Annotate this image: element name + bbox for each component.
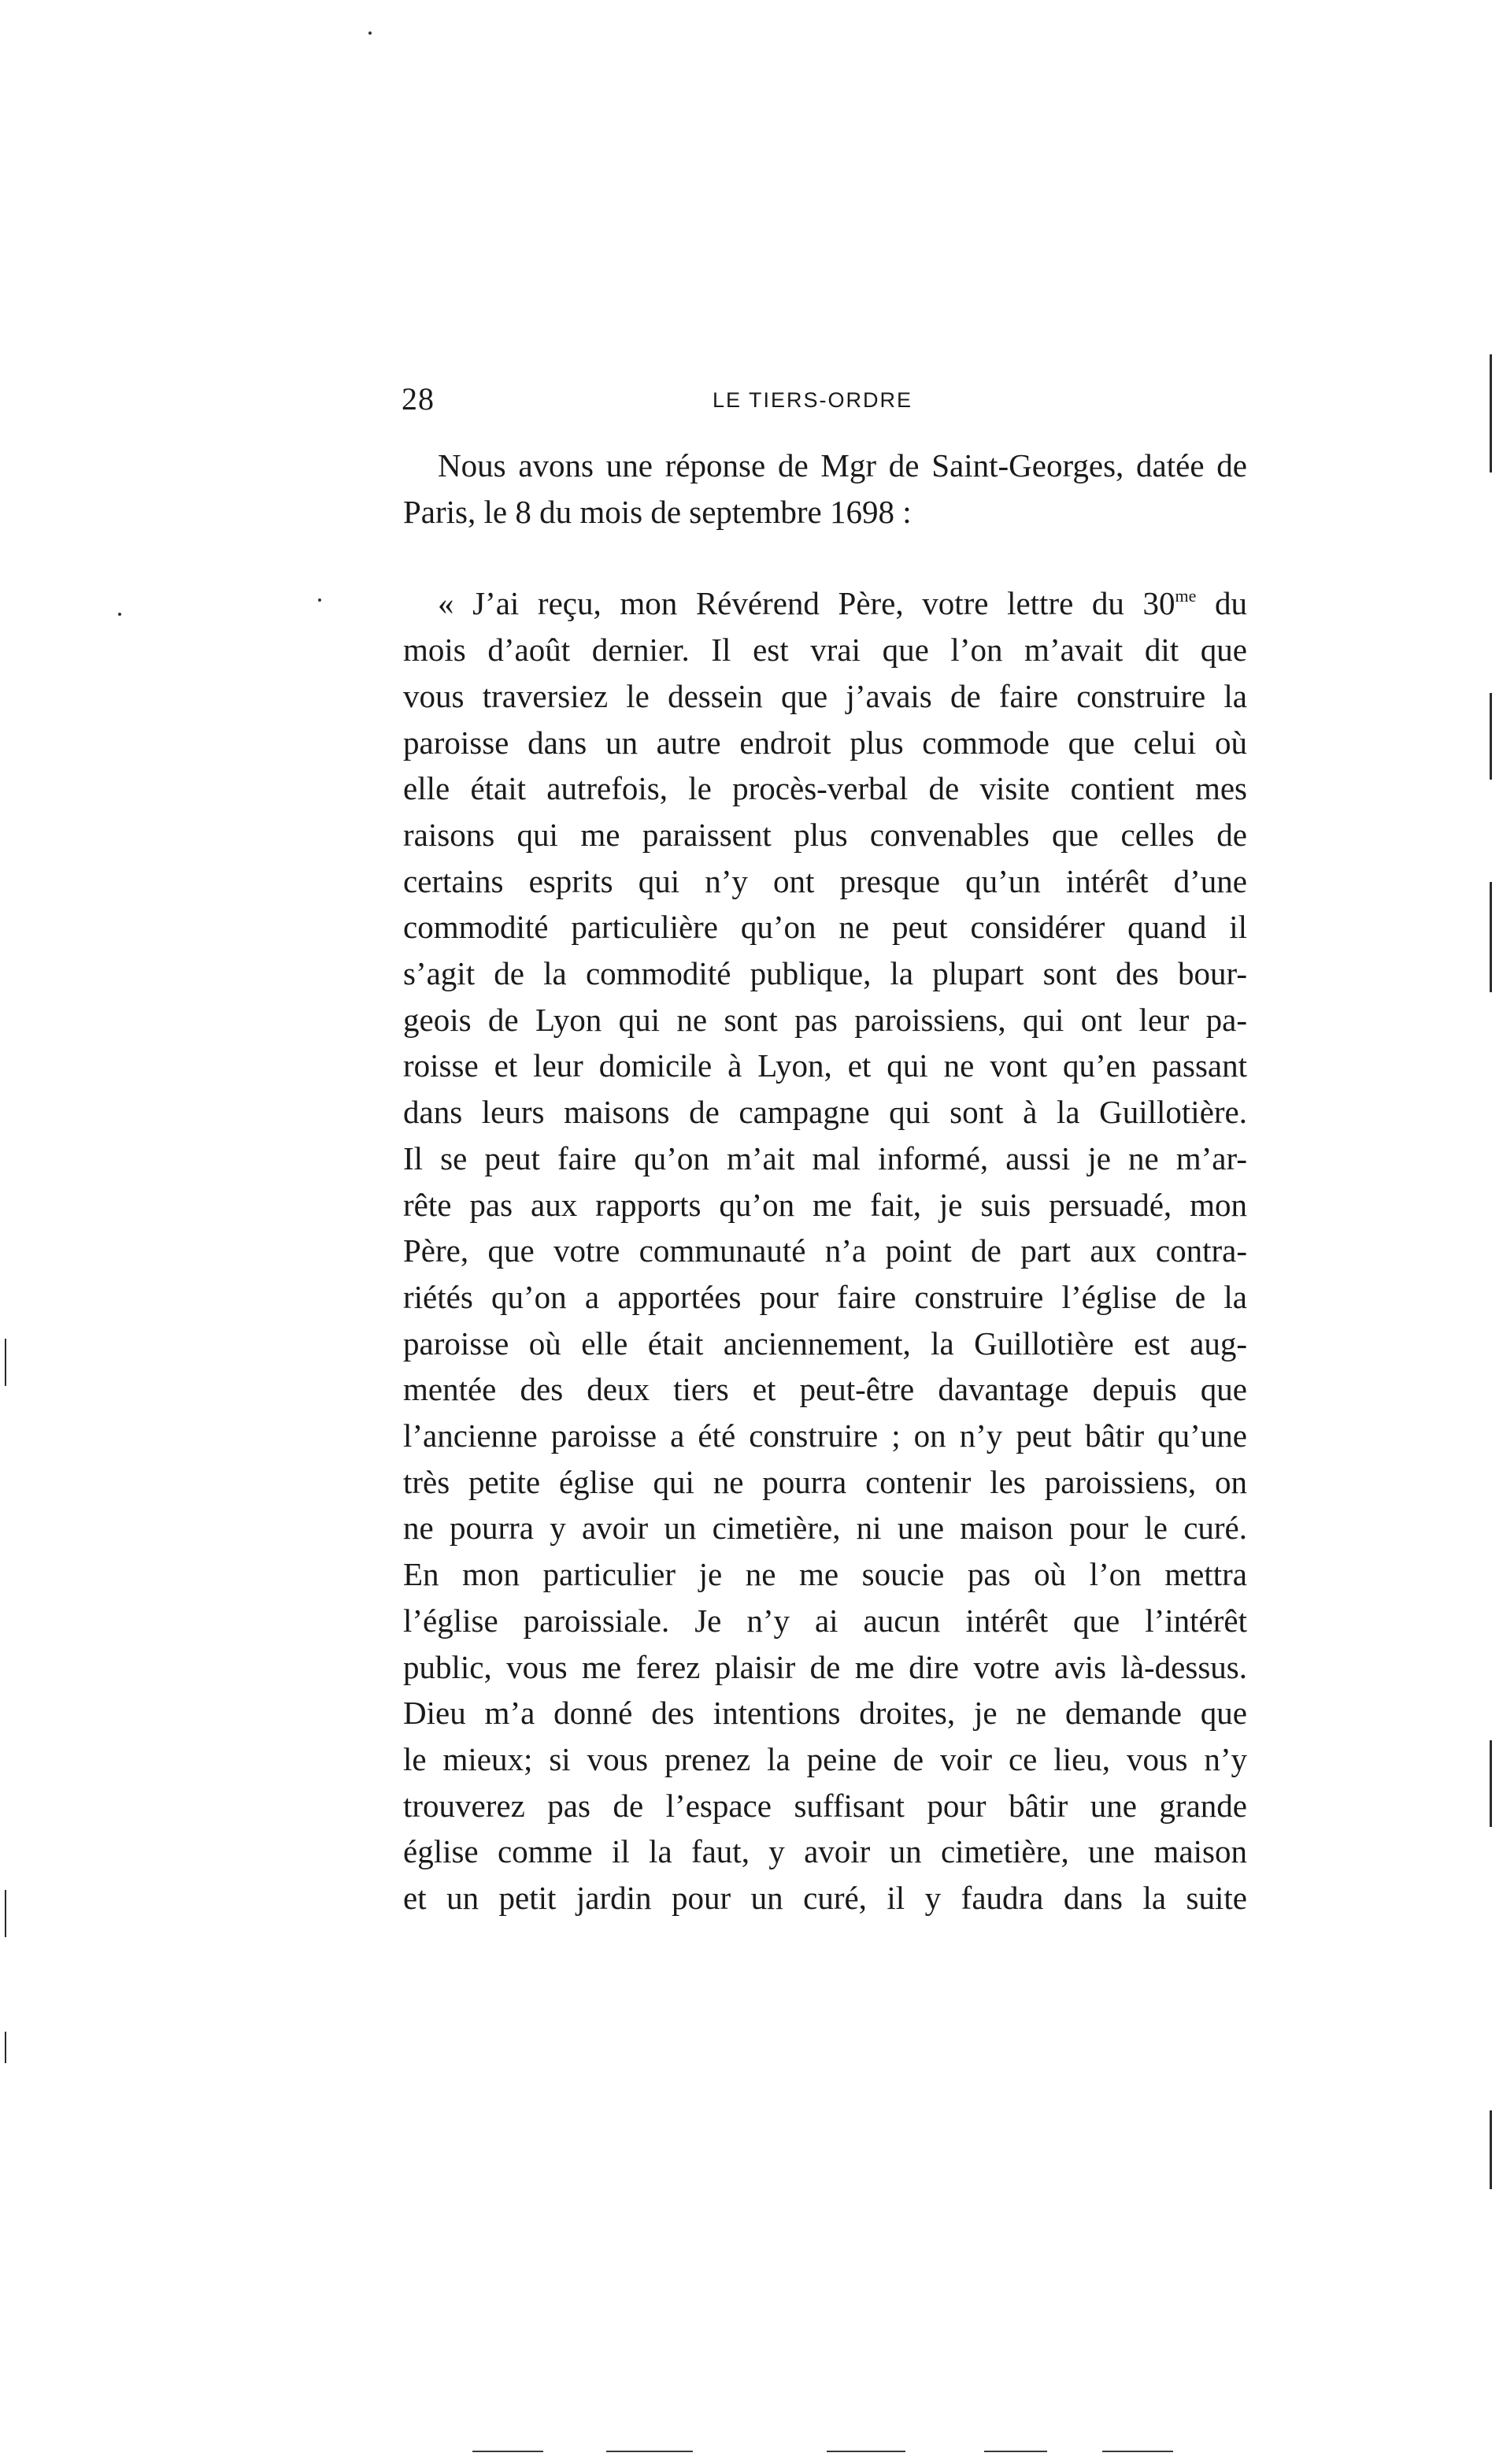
text-line: dans leurs maisons de campagne qui sont à la Guillotière. [403,1094,1247,1131]
text-line: l’ancienne paroisse a été construire ; on n’y peut bâtir qu’une [403,1417,1247,1454]
scan-speck [368,31,372,35]
text-line: église comme il la faut, y avoir un cimetière, une maison [403,1833,1247,1870]
letter-first-line-end: du [1196,585,1248,622]
page-number: 28 [402,381,435,417]
scan-edge-mark [1490,693,1492,780]
text-line: très petite église qui ne pourra contenir les paroissiens, on [403,1463,1247,1500]
scan-bottom-mark [472,2451,543,2452]
text-line: le mieux; si vous prenez la peine de voir ce lieu, vous n’y [403,1740,1247,1777]
scan-bottom-mark [1102,2451,1173,2452]
text-line: ne pourra y avoir un cimetière, ni une maison pour le curé. [403,1510,1247,1547]
text-line: paroisse où elle était anciennement, la Guillotière est aug- [403,1325,1247,1362]
text-line: Dieu m’a donné des intentions droites, je ne demande que [403,1695,1247,1732]
text-line: raisons qui me paraissent plus convenables que celles de [403,816,1247,853]
running-header [402,380,1247,419]
text-line: En mon particulier je ne me soucie pas où l’on mettra [403,1556,1247,1593]
ordinal-superscript: me [1175,586,1197,606]
text-line: vous traversiez le dessein que j’avais de faire construire la [403,677,1247,714]
text-line: public, vous me ferez plaisir de me dire votre avis là-dessus. [403,1648,1247,1685]
scan-edge-mark [5,1890,6,1937]
intro-paragraph [403,443,1247,535]
text-line: commodité particulière qu’on ne peut considérer quand il [403,909,1247,946]
scan-speck [118,613,121,616]
text-line: rête pas aux rapports qu’on me fait, je suis persuadé, mon [403,1186,1247,1223]
text-line: s’agit de la commodité publique, la plupart sont des bour- [403,955,1247,992]
scan-edge-mark [1490,1740,1492,1827]
text-line: l’église paroissiale. Je n’y ai aucun intérêt que l’intérêt [403,1602,1247,1639]
text-line: elle était autrefois, le procès-verbal de visite contient mes [403,770,1247,807]
text-line: roisse et leur domicile à Lyon, et qui ne vont qu’en passant [403,1047,1247,1084]
scan-bottom-mark [984,2451,1047,2452]
scan-speck [318,598,321,602]
text-line: et un petit jardin pour un curé, il y faudra dans la suite [403,1880,1247,1917]
text-line: Nous avons une réponse de Mgr de Saint-Georges, datée de [438,447,1247,484]
scan-edge-mark [5,1339,6,1386]
scan-edge-mark [5,2032,6,2063]
text-line: trouverez pas de l’espace suffisant pour bâtir une grande [403,1787,1247,1824]
scan-edge-mark [1490,882,1492,992]
text-line: mois d’août dernier. Il est vrai que l’on m’avait dit que [403,632,1247,669]
scan-bottom-mark [606,2451,693,2452]
paragraph-gap [403,535,1247,580]
letter-paragraph [403,580,1247,1921]
text-line: certains esprits qui n’y ont presque qu’un intérêt d’une [403,862,1247,899]
scan-edge-mark [1490,2110,1492,2189]
text-line [403,580,1247,627]
body-text [403,443,1247,1921]
scan-bottom-mark [827,2451,905,2452]
scan-edge-mark [1490,354,1492,472]
text-line: Paris, le 8 du mois de septembre 1698 : [403,493,912,530]
letter-first-line-start: « J’ai reçu, mon Révérend Père, votre lettre du 30 [438,585,1175,622]
text-line: mentée des deux tiers et peut-être davantage depuis que [403,1371,1247,1408]
text-line: geois de Lyon qui ne sont pas paroissiens, qui ont leur pa- [403,1001,1247,1038]
running-title: LE TIERS-ORDRE [713,388,913,412]
text-line: paroisse dans un autre endroit plus commode que celui où [403,724,1247,761]
text-line: Père, que votre communauté n’a point de part aux contra- [403,1232,1247,1269]
text-line: riétés qu’on a apportées pour faire construire l’église de la [403,1278,1247,1315]
text-line: Il se peut faire qu’on m’ait mal informé, aussi je ne m’ar- [403,1139,1247,1176]
